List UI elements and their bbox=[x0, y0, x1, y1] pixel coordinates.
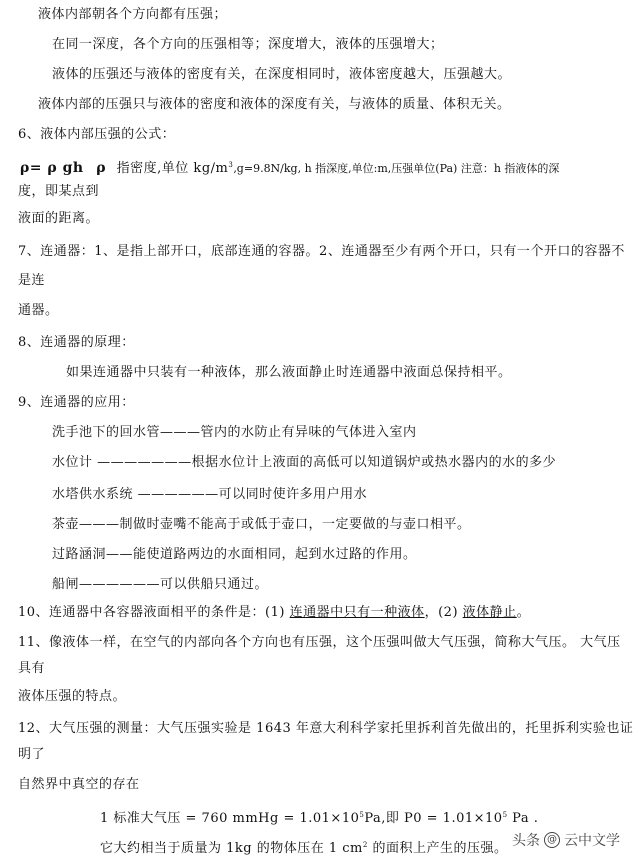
watermark-name: 云中文学 bbox=[564, 833, 620, 849]
section-heading-11: 11、像液体一样，在空气的内部向各个方向也有压强，这个压强叫做大气压强，简称大气压。 大气压 bbox=[18, 635, 621, 650]
text-line: 液体压强的特点。 bbox=[18, 689, 127, 704]
condition-intro: 10、连通器中各容器液面相平的条件是：(1) bbox=[18, 605, 290, 620]
text-line: 在同一深度，各个方向的压强相等；深度增大，液体的压强增大； bbox=[52, 37, 444, 52]
section-heading-12: 12、大气压强的测量：大气压强实验是 1643 年意大利科学家托里拆利首先做出的，托里拆利实验也证 bbox=[18, 721, 634, 736]
text-line: 是连 bbox=[18, 273, 46, 288]
section-heading-10 bbox=[18, 604, 530, 622]
section-heading-6: 6、液体内部压强的公式： bbox=[18, 127, 176, 142]
superscript: 3 bbox=[228, 161, 234, 169]
atm-part-2: Pa,即 P0 = 1.01×10 bbox=[364, 811, 503, 826]
superscript: 5 bbox=[359, 811, 365, 819]
superscript: 2 bbox=[362, 841, 368, 849]
equiv-part-1: 它大约相当于质量为 1kg 的物体压在 1 cm bbox=[100, 841, 363, 856]
text-line: 液体内部朝各个方向都有压强； bbox=[38, 7, 228, 22]
condition-1: 连通器中只有一种液体 bbox=[289, 605, 425, 620]
text-line: 通器。 bbox=[18, 303, 59, 318]
text-line: 具有 bbox=[18, 661, 46, 676]
section-heading-8: 8、连通器的原理： bbox=[18, 335, 135, 350]
density-symbol: ρ bbox=[96, 160, 107, 176]
atm-part-1: 1 标准大气压 = 760 mmHg = 1.01×10 bbox=[100, 811, 360, 826]
atm-pressure-line bbox=[100, 806, 538, 828]
list-item: 船闸——————可以供船只通过。 bbox=[52, 577, 269, 592]
condition-2: 液体静止 bbox=[462, 605, 517, 620]
list-item: 水塔供水系统 ——————可以同时使许多用户用水 bbox=[52, 487, 368, 502]
watermark-prefix: 头条 bbox=[512, 833, 540, 849]
atm-part-3: Pa . bbox=[507, 811, 539, 826]
text-line: 自然界中真空的存在 bbox=[18, 777, 140, 792]
superscript: 5 bbox=[502, 811, 508, 819]
equiv-part-2: 的面积上产生的压强。 bbox=[367, 841, 508, 856]
watermark bbox=[512, 830, 620, 850]
list-item: 洗手池下的回水管———管内的水防止有异味的气体进入室内 bbox=[52, 425, 417, 440]
list-item: 茶壶———制做时壶嘴不能高于或低于壶口，一定要做的与壶口相平。 bbox=[52, 517, 471, 532]
formula-line bbox=[20, 156, 559, 178]
section-heading-9: 9、连通器的应用： bbox=[18, 395, 135, 410]
text-line: 液体内部的压强只与液体的密度和液体的深度有关，与液体的质量、体积无关。 bbox=[38, 97, 511, 112]
text-line: 度，即某点到 bbox=[18, 184, 100, 199]
formula-desc-2: ,g=9.8N/kg, h 指深度,单位:m,压强单位(Pa) 注意：h 指液体的深 bbox=[233, 162, 560, 175]
formula-desc-1: 指密度,单位 kg/m bbox=[116, 161, 229, 176]
text-line: 液体的压强还与液体的密度有关，在深度相同时，液体密度越大，压强越大。 bbox=[52, 67, 512, 82]
list-item: 过路涵洞——能使道路两边的水面相同，起到水过路的作用。 bbox=[52, 547, 417, 562]
list-item: 水位计 ———————根据水位计上液面的高低可以知道锅炉或热水器内的水的多少 bbox=[52, 455, 557, 470]
text-line: 液面的距离。 bbox=[18, 211, 100, 226]
at-icon: @ bbox=[544, 832, 560, 848]
text-line: 明了 bbox=[18, 747, 46, 762]
condition-end: 。 bbox=[516, 605, 531, 620]
pressure-formula: ρ= ρ gh bbox=[20, 160, 84, 176]
text-line bbox=[100, 836, 508, 858]
condition-sep: ，(2) bbox=[424, 605, 463, 620]
text-line: 如果连通器中只装有一种液体，那么液面静止时连通器中液面总保持相平。 bbox=[66, 365, 512, 380]
section-heading-7: 7、连通器：1、是指上部开口，底部连通的容器。2、连通器至少有两个开口，只有一个开口的容器不 bbox=[18, 244, 625, 259]
